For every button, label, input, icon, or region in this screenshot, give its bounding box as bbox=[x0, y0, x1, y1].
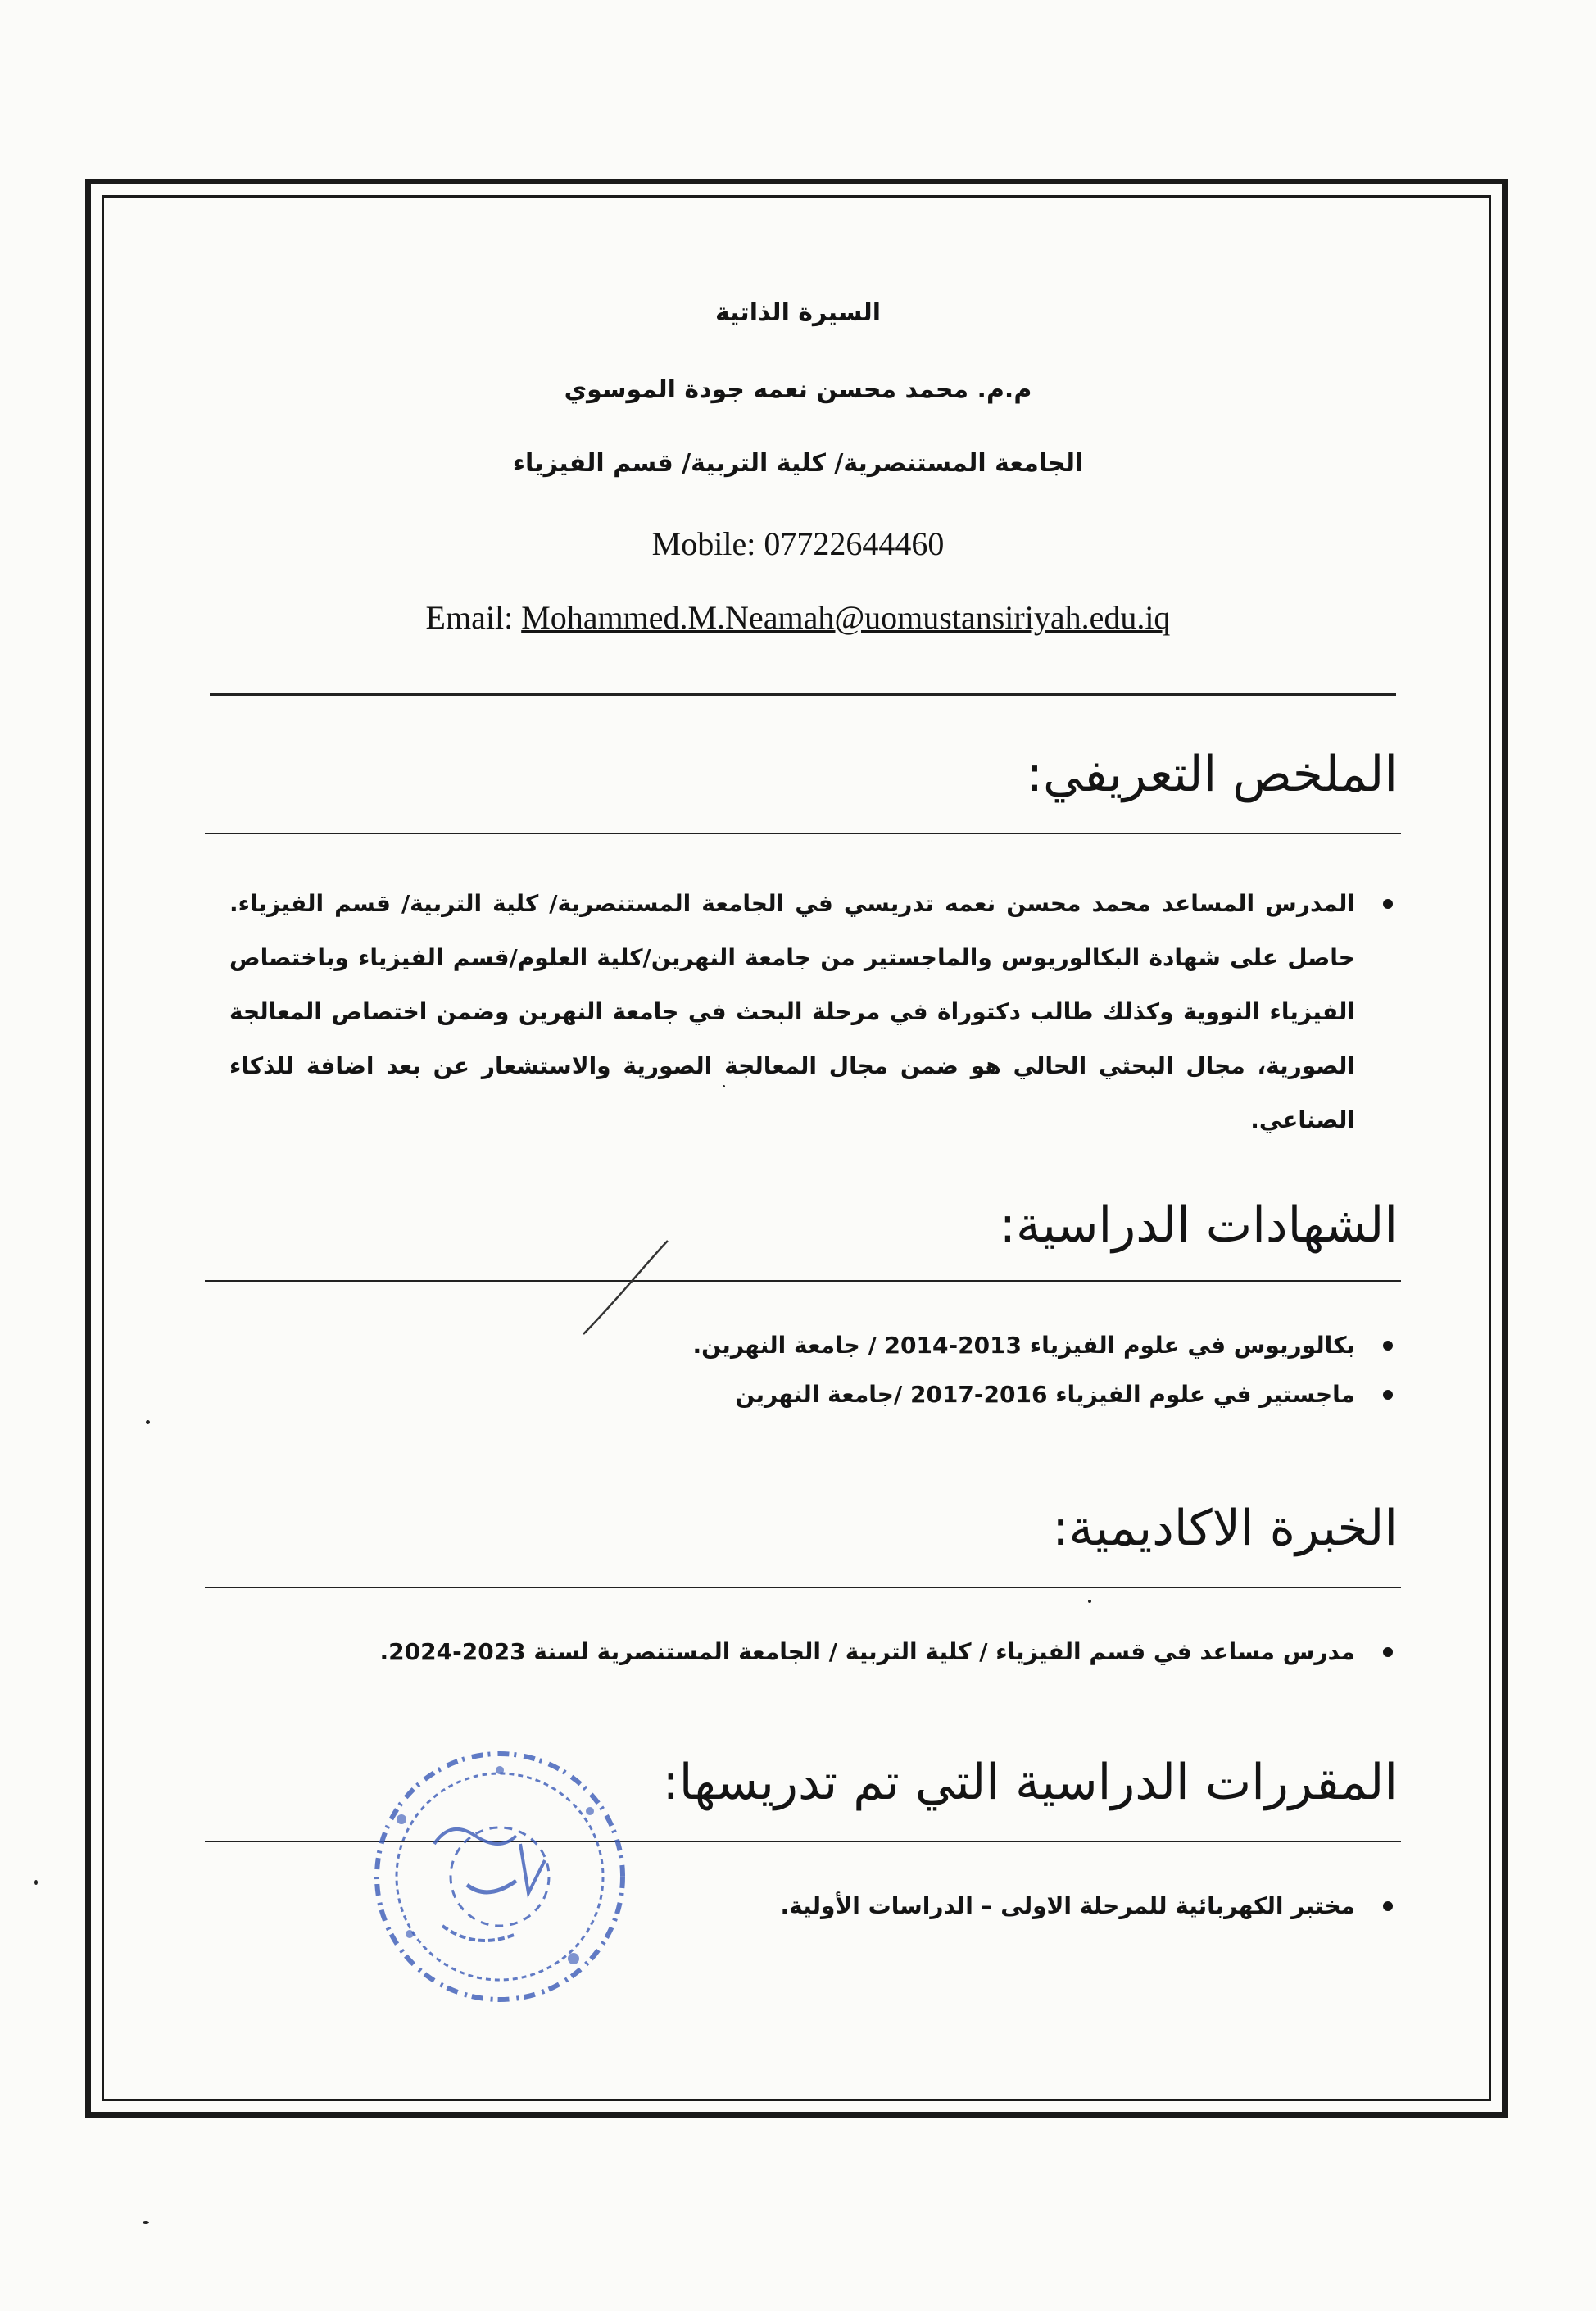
email-label: Email: bbox=[425, 599, 514, 636]
affiliation: الجامعة المستنصرية/ كلية التربية/ قسم الفيزياء bbox=[512, 449, 1084, 478]
summary-text: المدرس المساعد محمد محسن نعمه تدريسي في الجامعة المستنصرية/ كلية التربية/ قسم الفيزياء. حاصل على شهادة البكالوريوس والماجستير من جامعة النهرين/كلية العلوم/قسم الفيزياء وباختصاص الفيزياء النووية وكذلك طالب دكتوراة في مرحلة البحث في جامعة النهرين وضمن اختصاص المعالجة الصورية، مجال البحثي الحالي هو ضمن مجال المعالجة الصورية والاستشعار عن بعد اضافة للذكاء الصناعي. bbox=[229, 877, 1398, 1147]
experience-list bbox=[380, 1628, 1398, 1677]
email-line bbox=[0, 598, 1596, 637]
experience-item: مدرس مساعد في قسم الفيزياء / كلية التربية / الجامعة المستنصرية لسنة 2023-2024. bbox=[380, 1628, 1398, 1677]
pen-stroke bbox=[574, 1229, 688, 1344]
courses-list bbox=[780, 1882, 1398, 1931]
summary-heading: الملخص التعريفي: bbox=[1026, 746, 1398, 803]
scan-speck bbox=[143, 2221, 149, 2224]
scan-speck bbox=[1088, 1600, 1091, 1603]
scan-speck bbox=[34, 1880, 38, 1885]
scan-speck bbox=[723, 1085, 725, 1087]
mobile-line bbox=[0, 524, 1596, 563]
scan-speck bbox=[146, 1420, 150, 1424]
header-divider bbox=[210, 693, 1396, 696]
experience-heading: الخبرة الاكاديمية: bbox=[1052, 1500, 1398, 1557]
degrees-list bbox=[692, 1321, 1398, 1419]
degree-item: ماجستير في علوم الفيزياء 2016-2017 /جامعة النهرين bbox=[692, 1370, 1398, 1419]
degree-item: بكالوريوس في علوم الفيزياء 2013-2014 / جامعة النهرين. bbox=[692, 1321, 1398, 1370]
summary-divider bbox=[205, 833, 1401, 834]
official-stamp bbox=[344, 1721, 655, 2032]
email-link[interactable]: Mohammed.M.Neamah@uomustansiriyah.edu.iq bbox=[521, 599, 1171, 636]
experience-divider bbox=[205, 1587, 1401, 1588]
page-border-inner bbox=[102, 195, 1491, 2101]
mobile-label: Mobile: bbox=[651, 525, 756, 562]
degrees-divider bbox=[205, 1280, 1401, 1282]
degrees-heading: الشهادات الدراسية: bbox=[999, 1196, 1398, 1254]
mobile-number: 07722644460 bbox=[764, 525, 945, 562]
summary-list bbox=[229, 877, 1398, 1147]
cv-title: السيرة الذاتية bbox=[714, 298, 881, 327]
course-item: مختبر الكهربائية للمرحلة الاولى – الدراسات الأولية. bbox=[780, 1882, 1398, 1931]
person-name: م.م. محمد محسن نعمه جودة الموسوي bbox=[564, 375, 1032, 404]
courses-heading: المقررات الدراسية التي تم تدريسها: bbox=[662, 1754, 1398, 1811]
